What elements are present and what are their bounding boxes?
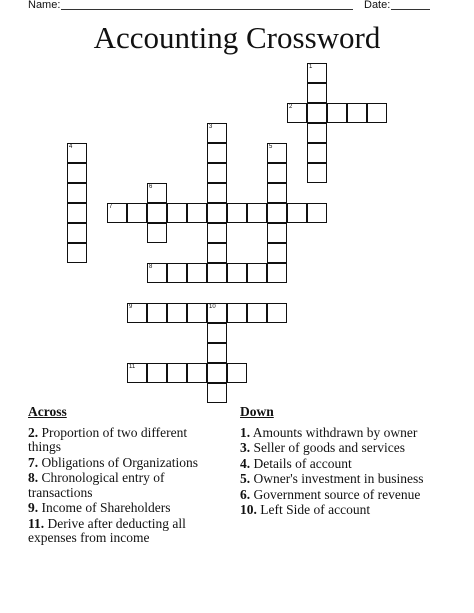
cell-number: 10 — [209, 304, 216, 310]
clue-down-4 — [240, 457, 440, 472]
grid-cell[interactable] — [67, 163, 87, 183]
cell-number: 6 — [149, 184, 153, 190]
grid-cell[interactable] — [227, 203, 247, 223]
grid-cell[interactable] — [227, 363, 247, 383]
across-clues — [28, 405, 218, 547]
grid-cell[interactable] — [287, 203, 307, 223]
grid-cell[interactable] — [187, 303, 207, 323]
cell-number: 3 — [209, 124, 213, 130]
cell-number: 7 — [109, 204, 113, 210]
grid-cell[interactable] — [207, 163, 227, 183]
grid-cell[interactable] — [67, 183, 87, 203]
clue-down-6 — [240, 488, 440, 503]
clue-across-7 — [28, 456, 218, 471]
page-title: Accounting Crossword — [93, 20, 381, 55]
cell-number: 2 — [289, 104, 293, 110]
clue-text: Details of account — [253, 455, 352, 471]
grid-cell[interactable] — [207, 363, 227, 383]
grid-cell[interactable] — [307, 203, 327, 223]
grid-cell[interactable] — [67, 203, 87, 223]
grid-cell[interactable] — [147, 303, 167, 323]
clue-number: 7. — [28, 454, 39, 470]
clue-number: 10. — [240, 502, 257, 517]
grid-cell[interactable] — [247, 303, 267, 323]
grid-cell[interactable] — [307, 123, 327, 143]
cell-number: 5 — [269, 144, 273, 150]
clue-number: 8. — [28, 470, 39, 485]
cell-number: 8 — [149, 264, 153, 270]
clue-down-5 — [240, 472, 440, 487]
name-label: Name: — [28, 0, 61, 11]
grid-cell[interactable] — [307, 163, 327, 183]
grid-cell[interactable] — [267, 243, 287, 263]
grid-cell[interactable] — [327, 103, 347, 123]
grid-cell[interactable] — [267, 203, 287, 223]
grid-cell[interactable] — [147, 363, 167, 383]
clue-number: 9. — [28, 500, 39, 515]
clue-across-9 — [28, 501, 218, 516]
grid-cell[interactable] — [207, 263, 227, 283]
grid-cell[interactable] — [367, 103, 387, 123]
clue-down-3 — [240, 441, 440, 456]
clue-number: 5. — [240, 471, 251, 486]
clue-text: Derive after deducting all expenses from income — [28, 515, 186, 545]
clue-text: Government source of revenue — [253, 486, 421, 502]
clue-number: 6. — [240, 486, 251, 502]
clue-text: Owner's investment in business — [253, 471, 424, 486]
grid-cell[interactable] — [167, 303, 187, 323]
down-clues — [240, 405, 440, 519]
grid-cell[interactable] — [67, 223, 87, 243]
clue-text: Left Side of account — [260, 502, 371, 517]
cell-number: 1 — [309, 64, 313, 70]
grid-cell[interactable] — [247, 263, 267, 283]
grid-cell[interactable] — [267, 163, 287, 183]
clue-text: Proportion of two different things — [28, 424, 188, 454]
grid-cell[interactable] — [207, 343, 227, 363]
grid-cell[interactable] — [187, 363, 207, 383]
grid-cell[interactable] — [307, 143, 327, 163]
grid-cell[interactable] — [187, 203, 207, 223]
date-label: Date: — [364, 0, 391, 11]
grid-cell[interactable] — [267, 303, 287, 323]
grid-cell[interactable] — [307, 83, 327, 103]
grid-cell[interactable] — [167, 203, 187, 223]
grid-cell[interactable] — [207, 183, 227, 203]
clue-across-11 — [28, 517, 218, 546]
grid-cell[interactable] — [167, 263, 187, 283]
clue-number: 2. — [28, 424, 39, 440]
clue-number: 1. — [240, 424, 251, 440]
grid-cell[interactable] — [207, 223, 227, 243]
clue-text: Seller of goods and services — [253, 440, 405, 455]
grid-cell[interactable] — [147, 223, 167, 243]
grid-cell[interactable] — [147, 203, 167, 223]
across-heading: Across — [28, 404, 67, 419]
clue-number: 11. — [28, 515, 45, 531]
grid-cell[interactable] — [267, 183, 287, 203]
grid-cell[interactable] — [207, 323, 227, 343]
clue-text: Obligations of Organizations — [41, 454, 198, 470]
clue-number: 3. — [240, 440, 251, 455]
grid-cell[interactable] — [127, 203, 147, 223]
clue-down-1 — [240, 426, 440, 441]
grid-cell[interactable] — [207, 243, 227, 263]
grid-cell[interactable] — [207, 143, 227, 163]
clue-down-10 — [240, 503, 440, 518]
grid-cell[interactable] — [67, 243, 87, 263]
cell-number: 4 — [69, 144, 73, 150]
clue-text: Chronological entry of transactions — [28, 470, 165, 500]
grid-cell[interactable] — [267, 263, 287, 283]
grid-cell[interactable] — [227, 303, 247, 323]
grid-cell[interactable] — [307, 103, 327, 123]
cell-number: 11 — [129, 364, 136, 370]
clue-across-8 — [28, 471, 218, 500]
grid-cell[interactable] — [267, 223, 287, 243]
grid-cell[interactable] — [207, 383, 227, 403]
clue-across-2 — [28, 426, 218, 455]
clue-text: Income of Shareholders — [41, 500, 171, 515]
grid-cell[interactable] — [227, 263, 247, 283]
grid-cell[interactable] — [347, 103, 367, 123]
grid-cell[interactable] — [167, 363, 187, 383]
grid-cell[interactable] — [247, 203, 267, 223]
cell-number: 9 — [129, 304, 133, 310]
clue-number: 4. — [240, 455, 251, 471]
down-heading: Down — [240, 404, 274, 419]
grid-cell[interactable] — [187, 263, 207, 283]
grid-cell[interactable] — [207, 203, 227, 223]
clue-text: Amounts withdrawn by owner — [252, 424, 418, 440]
